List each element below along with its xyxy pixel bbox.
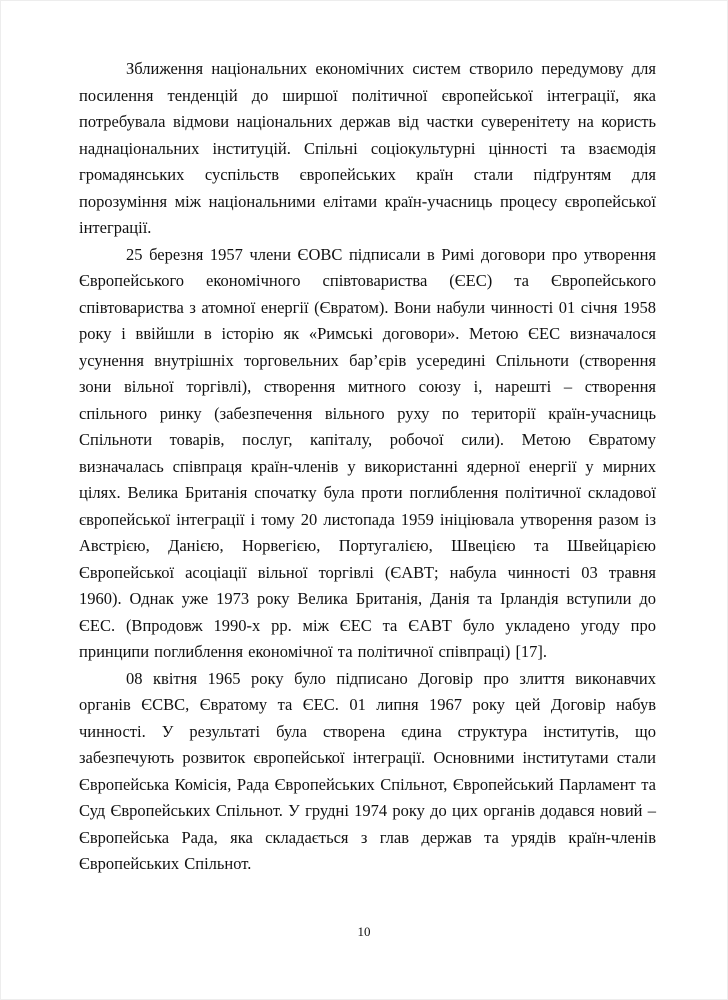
paragraph: 08 квітня 1965 року було підписано Договір про злиття виконавчих органів ЄСВС, Євратому та ЄЕС. 01 липня 1967 року цей Договір набув чинності. У результаті була створена єдина структура інститутів, що забезпечують розвиток європейської інтеграції. Основними інститутами стали Європейська Комісія, Рада Європейських Спільнот, Європейський Парламент та Суд Європейських Спільнот. У грудні 1974 року до цих органів додався новий – Європейська Рада, яка складається з глав держав та урядів країн-членів Європейських Спільнот. — [79, 668, 656, 873]
page-content — [79, 56, 656, 878]
paragraph: 25 березня 1957 члени ЄОВС підписали в Римі договори про утворення Європейського економічного співтовариства (ЄЕС) та Європейського співтовариства з атомної енергії (Євратом). Вони набули чинності 01 січня 1958 року і ввійшли в історію як «Римські договори». Метою ЄЕС визначалося усунення внутрішніх торговельних бар’єрів усередині Спільноти (створення зони вільної торгівлі), створення митного союзу і, нарешті – створення спільного ринку (забезпечення вільного руху по території країн-учасниць Спільноти товарів, послуг, капіталу, робочої сили). Метою Євратому визначалась співпраця країн-членів у використанні ядерної енергії у мирних цілях. Велика Британія спочатку була проти поглиблення політичної складової європейської інтеграції і тому 20 листопада 1959 ініціювала утворення разом із Австрією, Данією, Норвегією, Португалією, Швецією та Швейцарією Європейської асоціації вільної торгівлі (ЄАВТ; набула чинності 03 травня 1960). Однак уже 1973 року Велика Британія, Данія та Ірландія вступили до ЄЕС. (Впродовж 1990-х рр. між ЄЕС та ЄАВТ було укладено угоду про принципи поглиблення економічної та політичної співпраці) [17]. — [79, 244, 656, 661]
page-number: 10 — [357, 924, 371, 939]
paragraph: Зближення національних економічних систем створило передумову для посилення тенденцій до ширшої політичної європейської інтеграції, яка потребувала відмови національних держав від частки суверенітету на користь наднаціональних інституцій. Спільні соціокультурні цінності та взаємодія громадянських суспільств європейських країн стали підґрунтям для порозуміння між національними елітами країн-учасниць процесу європейської інтеграції. — [79, 59, 656, 237]
